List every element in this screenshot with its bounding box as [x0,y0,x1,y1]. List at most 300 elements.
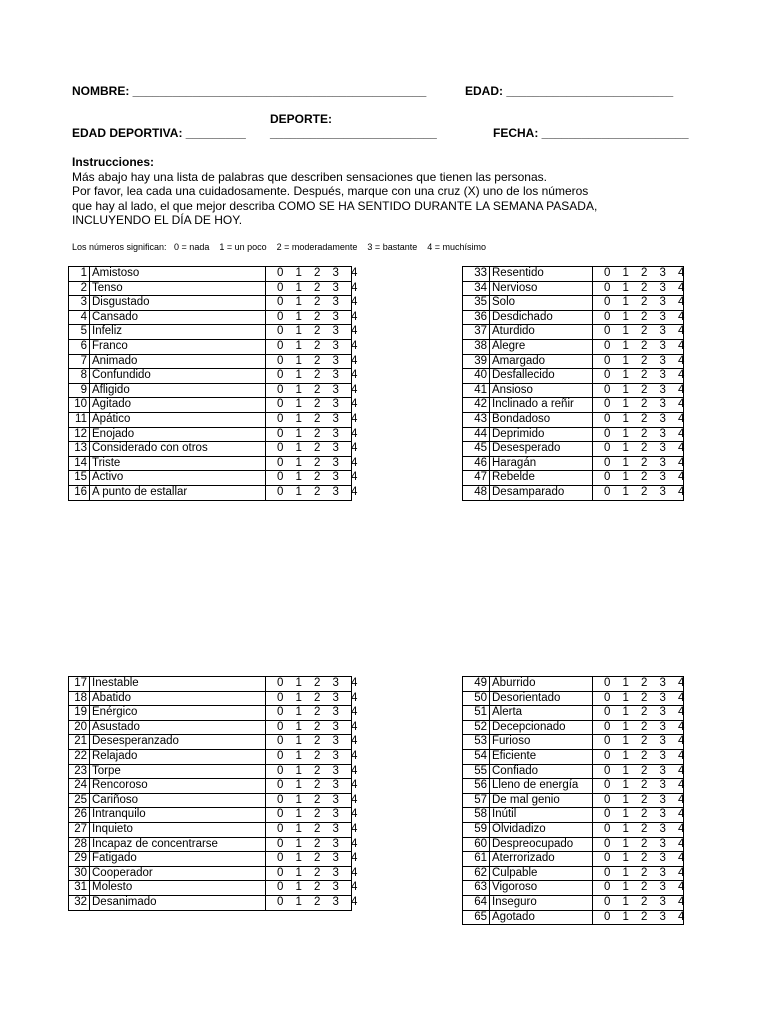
rating-option-0[interactable]: 0 [604,866,611,879]
rating-option-2[interactable]: 2 [314,720,321,733]
rating-option-3[interactable]: 3 [659,852,666,865]
rating-option-1[interactable]: 1 [622,456,629,469]
rating-option-2[interactable]: 2 [314,895,321,908]
rating-option-4[interactable]: 4 [678,471,685,484]
rating-option-0[interactable]: 0 [277,720,284,733]
rating-option-1[interactable]: 1 [295,808,302,821]
rating-option-2[interactable]: 2 [314,793,321,806]
rating-option-4[interactable]: 4 [678,325,685,338]
rating-option-2[interactable]: 2 [314,310,321,323]
rating-option-0[interactable]: 0 [277,779,284,792]
rating-option-1[interactable]: 1 [622,339,629,352]
rating-option-3[interactable]: 3 [659,837,666,850]
rating-option-0[interactable]: 0 [277,427,284,440]
rating-option-2[interactable]: 2 [641,325,648,338]
rating-option-2[interactable]: 2 [641,398,648,411]
edad-field[interactable]: EDAD: _________________________ [465,84,674,98]
rating-option-1[interactable]: 1 [622,808,629,821]
rating-option-3[interactable]: 3 [659,691,666,704]
rating-option-4[interactable]: 4 [678,706,685,719]
rating-option-0[interactable]: 0 [604,354,611,367]
rating-option-4[interactable]: 4 [351,852,358,865]
rating-option-1[interactable]: 1 [622,852,629,865]
rating-option-3[interactable]: 3 [332,412,339,425]
rating-option-2[interactable]: 2 [314,779,321,792]
rating-option-3[interactable]: 3 [332,281,339,294]
rating-option-2[interactable]: 2 [641,764,648,777]
rating-option-4[interactable]: 4 [351,793,358,806]
rating-option-0[interactable]: 0 [277,881,284,894]
rating-option-0[interactable]: 0 [277,325,284,338]
rating-option-2[interactable]: 2 [314,412,321,425]
rating-option-0[interactable]: 0 [604,339,611,352]
rating-option-2[interactable]: 2 [641,310,648,323]
rating-option-0[interactable]: 0 [604,325,611,338]
rating-option-1[interactable]: 1 [622,735,629,748]
rating-option-0[interactable]: 0 [604,369,611,382]
rating-option-4[interactable]: 4 [678,866,685,879]
rating-option-0[interactable]: 0 [604,398,611,411]
rating-option-2[interactable]: 2 [641,412,648,425]
rating-option-0[interactable]: 0 [277,735,284,748]
rating-option-2[interactable]: 2 [314,866,321,879]
fecha-field[interactable]: FECHA: ______________________ [493,126,689,140]
rating-option-0[interactable]: 0 [604,779,611,792]
rating-option-0[interactable]: 0 [604,822,611,835]
rating-option-3[interactable]: 3 [332,325,339,338]
rating-option-0[interactable]: 0 [277,808,284,821]
rating-option-0[interactable]: 0 [604,471,611,484]
rating-option-4[interactable]: 4 [351,412,358,425]
rating-option-4[interactable]: 4 [351,267,358,279]
rating-option-3[interactable]: 3 [659,427,666,440]
rating-option-0[interactable]: 0 [277,471,284,484]
rating-option-2[interactable]: 2 [314,764,321,777]
rating-option-3[interactable]: 3 [659,485,666,498]
rating-option-1[interactable]: 1 [622,383,629,396]
rating-option-2[interactable]: 2 [314,339,321,352]
rating-option-0[interactable]: 0 [604,793,611,806]
rating-option-4[interactable]: 4 [351,895,358,908]
rating-option-1[interactable]: 1 [622,442,629,455]
rating-option-3[interactable]: 3 [659,412,666,425]
rating-option-1[interactable]: 1 [622,267,629,279]
rating-option-3[interactable]: 3 [332,427,339,440]
rating-option-1[interactable]: 1 [622,691,629,704]
rating-option-2[interactable]: 2 [641,339,648,352]
rating-option-1[interactable]: 1 [622,749,629,762]
rating-option-4[interactable]: 4 [678,735,685,748]
rating-option-2[interactable]: 2 [641,267,648,279]
rating-option-4[interactable]: 4 [678,910,685,923]
rating-option-1[interactable]: 1 [622,822,629,835]
rating-option-2[interactable]: 2 [641,881,648,894]
rating-option-2[interactable]: 2 [314,706,321,719]
rating-option-1[interactable]: 1 [622,325,629,338]
rating-option-0[interactable]: 0 [277,267,284,279]
rating-option-4[interactable]: 4 [351,427,358,440]
rating-option-3[interactable]: 3 [332,471,339,484]
rating-option-2[interactable]: 2 [314,749,321,762]
rating-option-3[interactable]: 3 [659,895,666,908]
rating-option-3[interactable]: 3 [332,808,339,821]
rating-option-2[interactable]: 2 [641,837,648,850]
rating-option-3[interactable]: 3 [659,383,666,396]
rating-option-4[interactable]: 4 [678,310,685,323]
rating-option-3[interactable]: 3 [332,339,339,352]
rating-option-2[interactable]: 2 [641,793,648,806]
rating-option-0[interactable]: 0 [604,412,611,425]
rating-option-1[interactable]: 1 [622,398,629,411]
rating-option-0[interactable]: 0 [277,442,284,455]
rating-option-3[interactable]: 3 [332,866,339,879]
rating-option-1[interactable]: 1 [295,412,302,425]
rating-option-4[interactable]: 4 [678,281,685,294]
rating-option-0[interactable]: 0 [604,296,611,309]
rating-option-1[interactable]: 1 [295,471,302,484]
rating-option-4[interactable]: 4 [351,485,358,498]
rating-option-3[interactable]: 3 [332,296,339,309]
rating-option-2[interactable]: 2 [314,837,321,850]
rating-option-4[interactable]: 4 [351,837,358,850]
rating-option-2[interactable]: 2 [641,369,648,382]
rating-option-0[interactable]: 0 [604,749,611,762]
rating-option-0[interactable]: 0 [604,383,611,396]
rating-option-0[interactable]: 0 [277,691,284,704]
rating-option-0[interactable]: 0 [604,310,611,323]
rating-option-2[interactable]: 2 [314,691,321,704]
edad-deportiva-field[interactable]: EDAD DEPORTIVA: _________ [72,126,246,140]
rating-option-2[interactable]: 2 [314,735,321,748]
rating-option-2[interactable]: 2 [314,281,321,294]
rating-option-3[interactable]: 3 [332,720,339,733]
rating-option-1[interactable]: 1 [295,281,302,294]
rating-option-1[interactable]: 1 [295,793,302,806]
rating-option-1[interactable]: 1 [622,837,629,850]
rating-option-2[interactable]: 2 [641,281,648,294]
rating-option-1[interactable]: 1 [622,427,629,440]
rating-option-0[interactable]: 0 [604,281,611,294]
rating-option-2[interactable]: 2 [641,808,648,821]
rating-option-1[interactable]: 1 [295,383,302,396]
rating-option-1[interactable]: 1 [622,866,629,879]
rating-option-1[interactable]: 1 [295,310,302,323]
rating-option-2[interactable]: 2 [641,383,648,396]
rating-option-4[interactable]: 4 [678,691,685,704]
rating-option-1[interactable]: 1 [622,706,629,719]
rating-option-3[interactable]: 3 [659,325,666,338]
rating-option-2[interactable]: 2 [314,383,321,396]
rating-option-2[interactable]: 2 [641,910,648,923]
rating-option-3[interactable]: 3 [332,793,339,806]
rating-option-4[interactable]: 4 [351,764,358,777]
rating-option-0[interactable]: 0 [604,808,611,821]
rating-option-3[interactable]: 3 [332,895,339,908]
rating-option-1[interactable]: 1 [622,369,629,382]
rating-option-1[interactable]: 1 [295,296,302,309]
rating-option-0[interactable]: 0 [277,383,284,396]
rating-option-3[interactable]: 3 [332,764,339,777]
rating-option-4[interactable]: 4 [678,720,685,733]
rating-option-3[interactable]: 3 [332,398,339,411]
rating-option-0[interactable]: 0 [277,706,284,719]
rating-option-3[interactable]: 3 [659,281,666,294]
rating-option-4[interactable]: 4 [351,442,358,455]
rating-option-0[interactable]: 0 [277,398,284,411]
rating-option-1[interactable]: 1 [622,354,629,367]
rating-option-3[interactable]: 3 [332,691,339,704]
rating-option-3[interactable]: 3 [332,267,339,279]
rating-option-4[interactable]: 4 [678,677,685,689]
rating-option-4[interactable]: 4 [351,354,358,367]
rating-option-1[interactable]: 1 [295,837,302,850]
rating-option-2[interactable]: 2 [641,471,648,484]
rating-option-0[interactable]: 0 [604,910,611,923]
rating-option-1[interactable]: 1 [295,779,302,792]
rating-option-1[interactable]: 1 [295,852,302,865]
rating-option-1[interactable]: 1 [295,720,302,733]
rating-option-0[interactable]: 0 [277,412,284,425]
rating-option-0[interactable]: 0 [277,354,284,367]
rating-option-2[interactable]: 2 [641,706,648,719]
rating-option-2[interactable]: 2 [641,427,648,440]
rating-option-4[interactable]: 4 [678,764,685,777]
rating-option-1[interactable]: 1 [295,267,302,279]
rating-option-2[interactable]: 2 [314,427,321,440]
rating-option-3[interactable]: 3 [659,764,666,777]
rating-option-3[interactable]: 3 [332,369,339,382]
rating-option-4[interactable]: 4 [678,383,685,396]
rating-option-3[interactable]: 3 [659,910,666,923]
rating-option-4[interactable]: 4 [678,456,685,469]
rating-option-4[interactable]: 4 [678,749,685,762]
rating-option-1[interactable]: 1 [295,881,302,894]
rating-option-3[interactable]: 3 [659,398,666,411]
rating-option-1[interactable]: 1 [295,339,302,352]
rating-option-2[interactable]: 2 [641,691,648,704]
rating-option-3[interactable]: 3 [659,749,666,762]
rating-option-3[interactable]: 3 [659,442,666,455]
rating-option-4[interactable]: 4 [678,442,685,455]
rating-option-2[interactable]: 2 [641,354,648,367]
rating-option-3[interactable]: 3 [659,706,666,719]
rating-option-4[interactable]: 4 [678,339,685,352]
rating-option-0[interactable]: 0 [604,427,611,440]
rating-option-1[interactable]: 1 [295,749,302,762]
rating-option-0[interactable]: 0 [604,735,611,748]
rating-option-2[interactable]: 2 [641,456,648,469]
rating-option-0[interactable]: 0 [277,764,284,777]
rating-option-0[interactable]: 0 [604,677,611,689]
rating-option-3[interactable]: 3 [659,339,666,352]
rating-option-1[interactable]: 1 [295,735,302,748]
rating-option-4[interactable]: 4 [351,866,358,879]
rating-option-4[interactable]: 4 [678,895,685,908]
rating-option-0[interactable]: 0 [277,895,284,908]
rating-option-3[interactable]: 3 [659,822,666,835]
rating-option-1[interactable]: 1 [295,456,302,469]
rating-option-3[interactable]: 3 [659,735,666,748]
rating-option-3[interactable]: 3 [659,296,666,309]
rating-option-4[interactable]: 4 [351,677,358,689]
rating-option-3[interactable]: 3 [659,793,666,806]
rating-option-2[interactable]: 2 [641,720,648,733]
rating-option-3[interactable]: 3 [659,779,666,792]
rating-option-2[interactable]: 2 [641,779,648,792]
rating-option-4[interactable]: 4 [351,281,358,294]
rating-option-3[interactable]: 3 [332,749,339,762]
rating-option-0[interactable]: 0 [604,837,611,850]
rating-option-0[interactable]: 0 [277,296,284,309]
rating-option-3[interactable]: 3 [332,354,339,367]
rating-option-0[interactable]: 0 [604,852,611,865]
rating-option-3[interactable]: 3 [332,852,339,865]
rating-option-3[interactable]: 3 [659,267,666,279]
rating-option-2[interactable]: 2 [314,398,321,411]
rating-option-4[interactable]: 4 [678,369,685,382]
rating-option-0[interactable]: 0 [604,456,611,469]
rating-option-1[interactable]: 1 [622,881,629,894]
rating-option-2[interactable]: 2 [314,369,321,382]
rating-option-0[interactable]: 0 [604,895,611,908]
rating-option-0[interactable]: 0 [277,866,284,879]
rating-option-4[interactable]: 4 [678,852,685,865]
rating-option-4[interactable]: 4 [678,354,685,367]
rating-option-2[interactable]: 2 [641,485,648,498]
rating-option-2[interactable]: 2 [314,325,321,338]
rating-option-4[interactable]: 4 [351,749,358,762]
rating-option-0[interactable]: 0 [277,456,284,469]
rating-option-2[interactable]: 2 [314,456,321,469]
rating-option-1[interactable]: 1 [295,677,302,689]
rating-option-3[interactable]: 3 [332,456,339,469]
rating-option-0[interactable]: 0 [277,852,284,865]
rating-option-1[interactable]: 1 [295,764,302,777]
rating-option-4[interactable]: 4 [678,808,685,821]
rating-option-3[interactable]: 3 [659,310,666,323]
rating-option-2[interactable]: 2 [641,822,648,835]
rating-option-4[interactable]: 4 [678,427,685,440]
rating-option-1[interactable]: 1 [622,910,629,923]
rating-option-2[interactable]: 2 [314,677,321,689]
rating-option-3[interactable]: 3 [659,881,666,894]
rating-option-1[interactable]: 1 [622,764,629,777]
rating-option-3[interactable]: 3 [659,808,666,821]
rating-option-1[interactable]: 1 [622,412,629,425]
rating-option-4[interactable]: 4 [678,793,685,806]
rating-option-2[interactable]: 2 [641,866,648,879]
rating-option-1[interactable]: 1 [295,866,302,879]
rating-option-3[interactable]: 3 [659,677,666,689]
rating-option-4[interactable]: 4 [351,456,358,469]
rating-option-2[interactable]: 2 [641,296,648,309]
rating-option-3[interactable]: 3 [659,866,666,879]
rating-option-4[interactable]: 4 [351,720,358,733]
rating-option-4[interactable]: 4 [678,881,685,894]
rating-option-0[interactable]: 0 [604,485,611,498]
rating-option-2[interactable]: 2 [641,749,648,762]
rating-option-1[interactable]: 1 [622,471,629,484]
rating-option-1[interactable]: 1 [295,325,302,338]
rating-option-4[interactable]: 4 [351,808,358,821]
rating-option-4[interactable]: 4 [678,822,685,835]
rating-option-4[interactable]: 4 [351,339,358,352]
rating-option-3[interactable]: 3 [332,706,339,719]
rating-option-2[interactable]: 2 [314,808,321,821]
rating-option-1[interactable]: 1 [295,398,302,411]
rating-option-0[interactable]: 0 [277,677,284,689]
deporte-field[interactable]: _________________________ [270,126,437,140]
rating-option-0[interactable]: 0 [277,822,284,835]
rating-option-4[interactable]: 4 [351,471,358,484]
rating-option-1[interactable]: 1 [295,691,302,704]
rating-option-4[interactable]: 4 [678,398,685,411]
rating-option-3[interactable]: 3 [332,735,339,748]
rating-option-3[interactable]: 3 [332,383,339,396]
rating-option-4[interactable]: 4 [678,412,685,425]
rating-option-0[interactable]: 0 [604,720,611,733]
rating-option-1[interactable]: 1 [295,485,302,498]
rating-option-4[interactable]: 4 [351,325,358,338]
rating-option-0[interactable]: 0 [604,267,611,279]
rating-option-1[interactable]: 1 [622,281,629,294]
rating-option-1[interactable]: 1 [622,779,629,792]
rating-option-2[interactable]: 2 [314,881,321,894]
rating-option-4[interactable]: 4 [351,881,358,894]
rating-option-0[interactable]: 0 [277,749,284,762]
rating-option-4[interactable]: 4 [351,779,358,792]
rating-option-0[interactable]: 0 [277,369,284,382]
rating-option-0[interactable]: 0 [277,485,284,498]
rating-option-2[interactable]: 2 [314,442,321,455]
nombre-field[interactable]: NOMBRE: ____________________________________________ [72,84,427,98]
rating-option-0[interactable]: 0 [604,691,611,704]
rating-option-4[interactable]: 4 [678,779,685,792]
rating-option-2[interactable]: 2 [314,267,321,279]
rating-option-2[interactable]: 2 [314,471,321,484]
rating-option-1[interactable]: 1 [295,822,302,835]
rating-option-0[interactable]: 0 [277,793,284,806]
rating-option-3[interactable]: 3 [332,677,339,689]
rating-option-1[interactable]: 1 [622,310,629,323]
rating-option-1[interactable]: 1 [622,296,629,309]
rating-option-4[interactable]: 4 [678,296,685,309]
rating-option-0[interactable]: 0 [604,706,611,719]
rating-option-4[interactable]: 4 [351,398,358,411]
rating-option-0[interactable]: 0 [604,881,611,894]
rating-option-2[interactable]: 2 [641,677,648,689]
rating-option-1[interactable]: 1 [295,895,302,908]
rating-option-0[interactable]: 0 [277,339,284,352]
rating-option-3[interactable]: 3 [659,369,666,382]
rating-option-1[interactable]: 1 [295,706,302,719]
rating-option-4[interactable]: 4 [351,310,358,323]
rating-option-4[interactable]: 4 [351,369,358,382]
rating-option-2[interactable]: 2 [641,895,648,908]
rating-option-1[interactable]: 1 [295,427,302,440]
rating-option-3[interactable]: 3 [332,310,339,323]
rating-option-1[interactable]: 1 [622,677,629,689]
rating-option-0[interactable]: 0 [277,837,284,850]
rating-option-0[interactable]: 0 [277,281,284,294]
rating-option-4[interactable]: 4 [678,485,685,498]
rating-option-4[interactable]: 4 [351,383,358,396]
rating-option-1[interactable]: 1 [295,369,302,382]
rating-option-3[interactable]: 3 [332,442,339,455]
rating-option-4[interactable]: 4 [351,296,358,309]
rating-option-2[interactable]: 2 [641,442,648,455]
rating-option-2[interactable]: 2 [314,296,321,309]
